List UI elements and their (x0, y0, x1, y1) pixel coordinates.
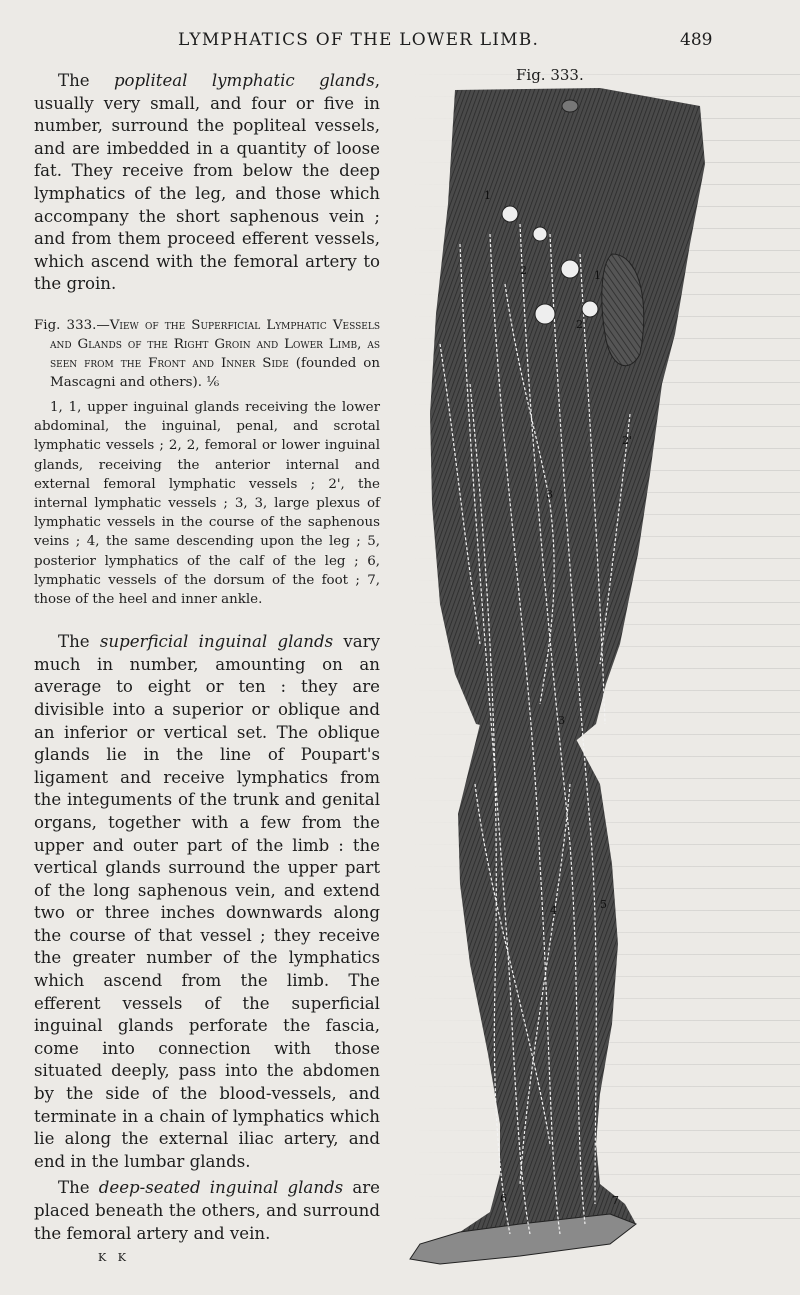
running-head (0, 30, 800, 54)
p3-body: are placed beneath the others, and surround the femoral artery and vein. (34, 1178, 380, 1243)
callout-2b: 2 (576, 318, 583, 331)
thigh-shape (430, 88, 705, 744)
callout-3b: 3 (558, 714, 565, 727)
p3-lead: The (58, 1178, 99, 1198)
p2-body: vary much in number, amounting on an average to eight or ten : they are divisible into a superior or oblique and an inferior or vertical set. The oblique glands lie in the line of Poupart's ligament and receive lymphatics from the integuments of the trunk and genital organs, together with a few from the upper and outer part of the limb : the vertical glands surround the upper part of the long saphenous vein, and extend two or three inches downwards along the course of that vessel ; they receive the greater number of the lymphatics which ascend from the limb. The efferent vessels of the superficial inguinal glands perforate the fascia, come into connection with those situated deeply, pass into the abdomen by the side of the blood-vessels, and terminate in a chain of lymphatics which lie along the external iliac artery, and end in the lumbar glands. (34, 632, 380, 1171)
p1-term: popliteal lymphatic glands (113, 71, 375, 90)
callout-4: 4 (550, 904, 557, 917)
text-column (34, 70, 380, 1264)
p1-body: , usually very small, and four or five in number, surround the popliteal vessels, and are imbedded in a quantity of loose fat. They receive from below the deep lymphatics of the leg, and those which accompany the short saphenous vein ; and from them proceed efferent vessels, which ascend with the femoral artery to the groin. (34, 71, 380, 294)
callout-7: 7 (612, 1194, 619, 1207)
paragraph-superficial-inguinal (34, 631, 380, 1173)
caption-heading: View of the Superficial Lymphatic Vessels and Glands of the Right Groin and Lower Limb, as seen from the Front and Inner Side (50, 317, 380, 371)
p3-term: deep-seated inguinal glands (98, 1178, 344, 1198)
callout-1a: 1 (484, 189, 491, 202)
callout-3a: 3 (546, 488, 553, 501)
leg-illustration (400, 84, 720, 1274)
caption-tail: (founded on Mascagni and others). ⅙ (50, 355, 380, 390)
p2-lead: The (58, 632, 100, 652)
callout-6: 6 (500, 1192, 507, 1205)
page-number: 489 (680, 30, 713, 50)
p1-lead: The (58, 71, 114, 90)
callout-2prime: 2' (622, 434, 633, 447)
printer-signature: K K (98, 1251, 130, 1265)
callout-1b: 1 (594, 269, 601, 282)
lower-limb-engraving (400, 84, 720, 1274)
caption-number: Fig. 333.— (34, 317, 110, 333)
figure-label: Fig. 333. (516, 66, 584, 84)
callout-2a: 2 (520, 264, 527, 277)
umbilicus-mark (562, 100, 578, 112)
running-title: LYMPHATICS OF THE LOWER LIMB. (178, 30, 540, 50)
p2-term: superficial inguinal glands (99, 632, 334, 652)
paragraph-deep-inguinal (34, 1177, 380, 1245)
figure-caption-legend: 1, 1, upper inguinal glands receiving the lower abdominal, the inguinal, penal, and scrotal lymphatic vessels ; 2, 2, femoral or lower inguinal glands, receiving the anterior internal and external femoral lymphatic vessels ; 2', the internal lymphatic vessels ; 3, 3, large plexus of lymphatic vessels in the course of the saphenous veins ; 4, the same descending upon the leg ; 5, posterior lymphatics of the calf of the leg ; 6, lymphatic vessels of the dorsum of the foot ; 7, those of the heel and inner ankle. (34, 399, 380, 607)
paragraph-popliteal-glands (34, 70, 380, 296)
callout-5: 5 (600, 898, 607, 911)
figure-caption-title (34, 316, 380, 392)
